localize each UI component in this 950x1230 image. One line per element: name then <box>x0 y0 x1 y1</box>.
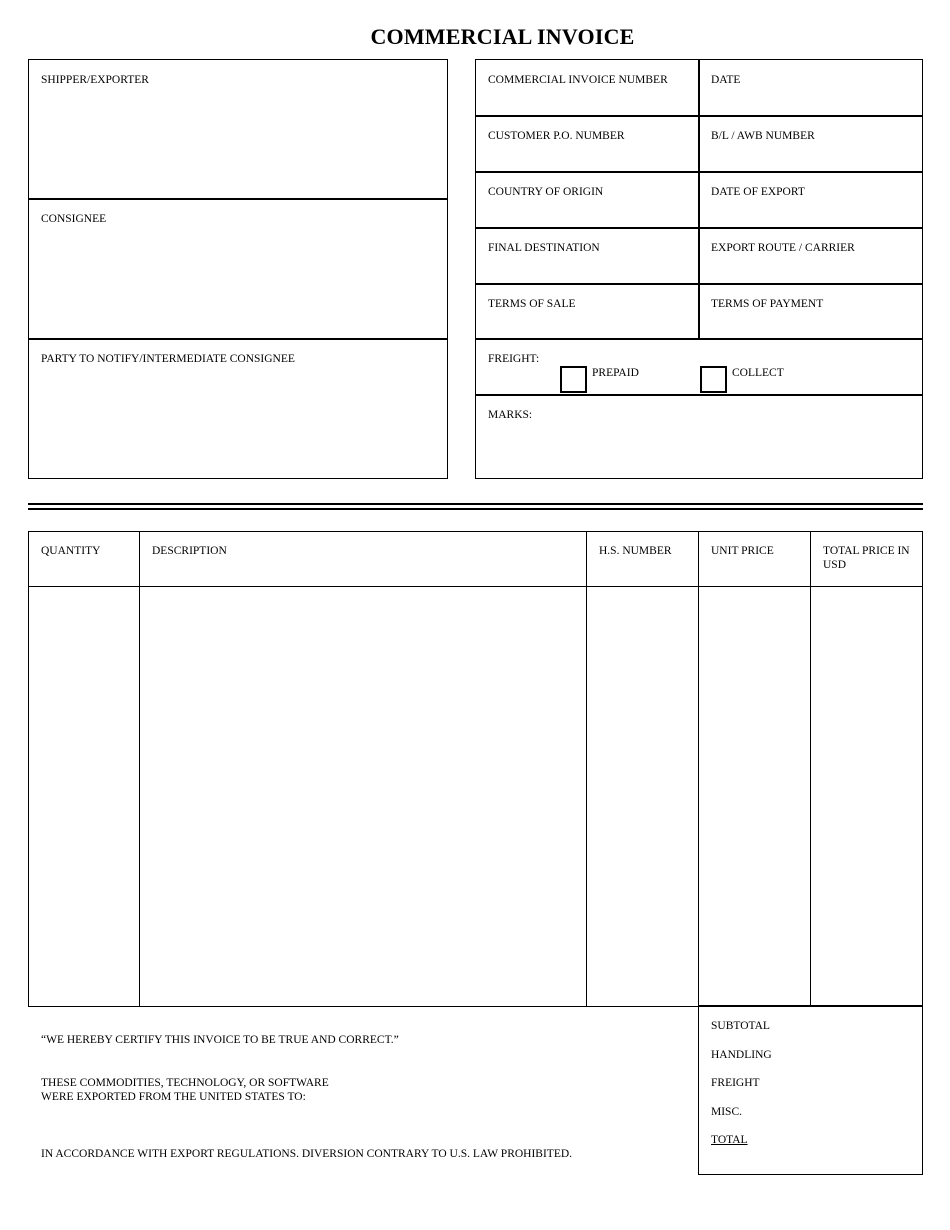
date-of-export-label: DATE OF EXPORT <box>711 186 805 198</box>
party-to-notify-label: PARTY TO NOTIFY/INTERMEDIATE CONSIGNEE <box>41 353 295 365</box>
marks-label: MARKS: <box>488 409 533 421</box>
export-statement-line-1: THESE COMMODITIES, TECHNOLOGY, OR SOFTWARE <box>41 1077 329 1089</box>
po-number-label: CUSTOMER P.O. NUMBER <box>488 130 625 142</box>
subtotal-label: SUBTOTAL <box>711 1020 770 1032</box>
document-title: COMMERCIAL INVOICE <box>370 24 635 49</box>
terms-of-sale-field[interactable] <box>475 283 700 340</box>
export-regulations-notice: IN ACCORDANCE WITH EXPORT REGULATIONS. DIVERSION CONTRARY TO U.S. LAW PROHIBITED. <box>41 1148 573 1160</box>
invoice-number-field[interactable] <box>475 59 700 117</box>
column-header-hs-number: H.S. NUMBER <box>599 545 672 557</box>
column-divider-3 <box>698 531 699 1007</box>
date-field[interactable] <box>698 59 923 117</box>
column-header-unit-price: UNIT PRICE <box>711 545 774 557</box>
separator-rule-top <box>28 503 923 505</box>
country-of-origin-field[interactable] <box>475 171 700 229</box>
collect-checkbox[interactable] <box>700 366 727 393</box>
marks-field[interactable] <box>475 394 923 479</box>
prepaid-checkbox[interactable] <box>560 366 587 393</box>
total-label: TOTAL <box>711 1134 748 1146</box>
invoice-number-label: COMMERCIAL INVOICE NUMBER <box>488 74 668 86</box>
consignee-label: CONSIGNEE <box>41 213 107 225</box>
export-route-carrier-label: EXPORT ROUTE / CARRIER <box>711 242 855 254</box>
hs-number-entry-area[interactable] <box>588 588 697 1005</box>
country-of-origin-label: COUNTRY OF ORIGIN <box>488 186 604 198</box>
column-header-total-price: TOTAL PRICE IN USD <box>823 545 910 571</box>
quantity-entry-area[interactable] <box>30 588 138 1005</box>
final-destination-label: FINAL DESTINATION <box>488 242 600 254</box>
export-statement-line-2: WERE EXPORTED FROM THE UNITED STATES TO: <box>41 1091 306 1103</box>
terms-of-payment-label: TERMS OF PAYMENT <box>711 298 824 310</box>
column-header-description: DESCRIPTION <box>152 545 227 557</box>
terms-of-sale-label: TERMS OF SALE <box>488 298 576 310</box>
separator-rule-bottom <box>28 508 923 510</box>
description-entry-area[interactable] <box>141 588 585 1005</box>
freight-section <box>475 338 923 396</box>
export-route-carrier-field[interactable] <box>698 227 923 285</box>
table-header-divider <box>28 586 923 587</box>
column-divider-2 <box>586 531 587 1007</box>
shipper-exporter-label: SHIPPER/EXPORTER <box>41 74 149 86</box>
consignee-field[interactable] <box>28 198 448 340</box>
freight-total-label: FREIGHT <box>711 1077 760 1089</box>
freight-label: FREIGHT: <box>488 353 540 365</box>
shipper-exporter-field[interactable] <box>28 59 448 200</box>
collect-label: COLLECT <box>732 367 784 379</box>
unit-price-entry-area[interactable] <box>700 588 809 1005</box>
date-label: DATE <box>711 74 741 86</box>
party-to-notify-field[interactable] <box>28 338 448 479</box>
column-divider-1 <box>139 531 140 1007</box>
terms-of-payment-field[interactable] <box>698 283 923 340</box>
po-number-field[interactable] <box>475 115 700 173</box>
total-price-entry-area[interactable] <box>812 588 921 1005</box>
column-header-quantity: QUANTITY <box>41 545 101 557</box>
bl-awb-number-field[interactable] <box>698 115 923 173</box>
prepaid-label: PREPAID <box>592 367 639 379</box>
date-of-export-field[interactable] <box>698 171 923 229</box>
misc-label: MISC. <box>711 1106 742 1118</box>
certification-statement: “WE HEREBY CERTIFY THIS INVOICE TO BE TRUE AND CORRECT.” <box>41 1034 399 1046</box>
column-divider-4 <box>810 531 811 1007</box>
final-destination-field[interactable] <box>475 227 700 285</box>
bl-awb-number-label: B/L / AWB NUMBER <box>711 130 815 142</box>
handling-label: HANDLING <box>711 1049 772 1061</box>
